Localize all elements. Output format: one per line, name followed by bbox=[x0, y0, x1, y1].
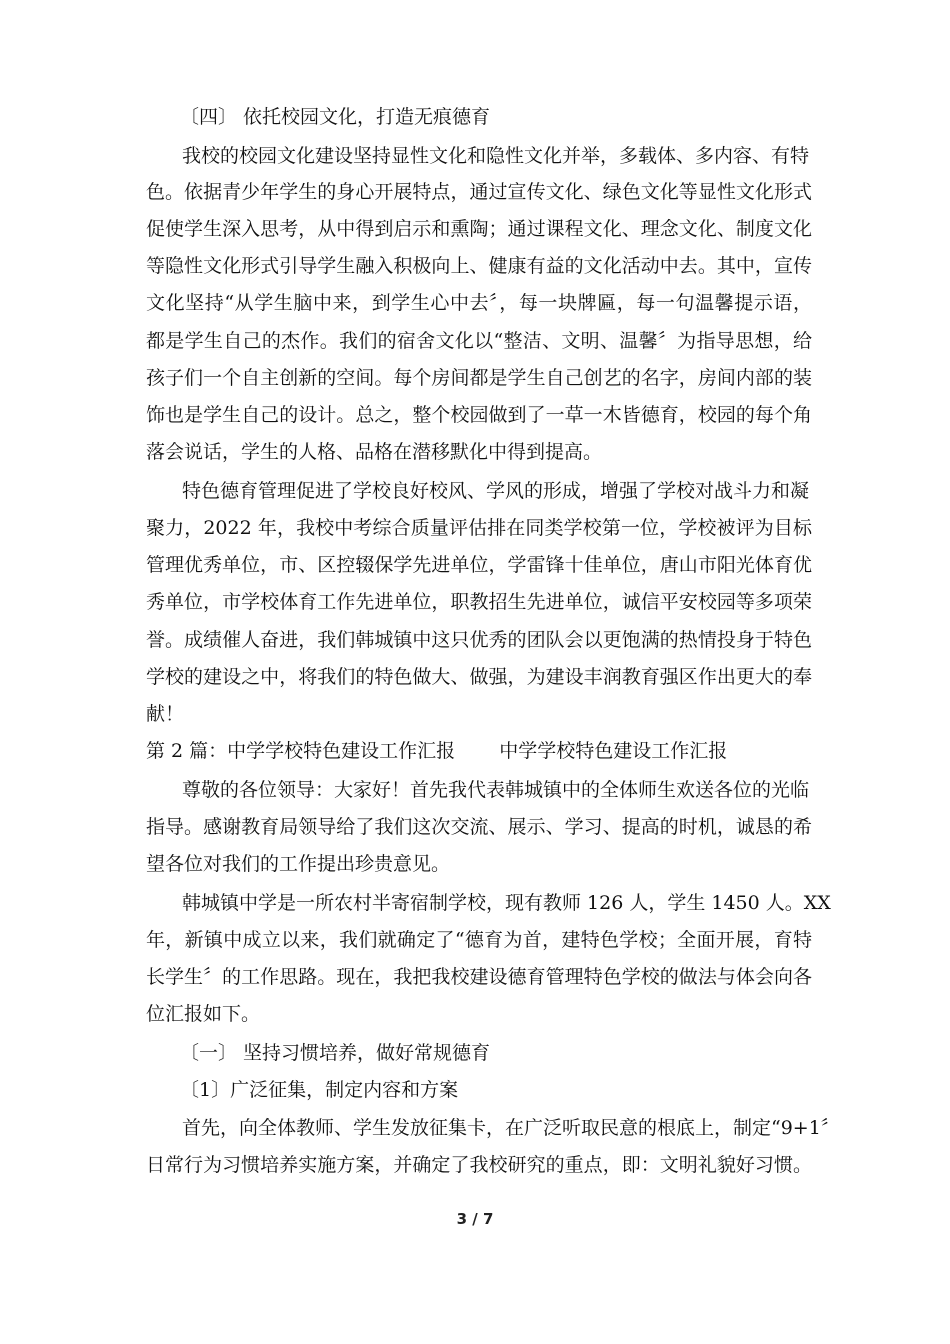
paragraph-line: 我校的校园文化建设坚持显性文化和隐性文化并举，多载体、多内容、有特 bbox=[182, 145, 810, 167]
subsection-heading: 〔1〕广泛征集，制定内容和方案 bbox=[180, 1079, 459, 1101]
paragraph-line: 年，新镇中成立以来，我们就确定了“德育为首，建特色学校；全面开展，育特 bbox=[146, 929, 812, 951]
paragraph-line: 聚力，2022 年，我校中考综合质量评估排在同类学校第一位，学校被评为目标 bbox=[146, 517, 812, 539]
paragraph-line: 特色德育管理促进了学校良好校风、学风的形成，增强了学校对战斗力和凝 bbox=[182, 480, 810, 502]
paragraph-line: 秀单位，市学校体育工作先进单位，职教招生先进单位，诚信平安校园等多项荣 bbox=[146, 591, 812, 613]
paragraph-line: 学校的建设之中，将我们的特色做大、做强，为建设丰润教育强区作出更大的奉 bbox=[146, 666, 812, 688]
paragraph-line: 色。依据青少年学生的身心开展特点，通过宣传文化、绿色文化等显性文化形式 bbox=[146, 181, 812, 203]
page-number: 3 / 7 bbox=[456, 1210, 494, 1228]
paragraph-line: 尊敬的各位领导：大家好！首先我代表韩城镇中的全体师生欢送各位的光临 bbox=[182, 779, 810, 801]
section-heading-1: 〔一〕 坚持习惯培养，做好常规德育 bbox=[180, 1042, 491, 1064]
paragraph-line: 长学生〞的工作思路。现在，我把我校建设德育管理特色学校的做法与体会向各 bbox=[146, 966, 812, 988]
paragraph-line: 位汇报如下。 bbox=[146, 1003, 261, 1025]
paragraph-line: 等隐性文化形式引导学生融入积极向上、健康有益的文化活动中去。其中，宣传 bbox=[146, 255, 812, 277]
paragraph-line: 文化坚持“从学生脑中来，到学生心中去〞，每一块牌匾，每一句温馨提示语， bbox=[146, 292, 812, 314]
paragraph-line: 促使学生深入思考，从中得到启示和熏陶；通过课程文化、理念文化、制度文化 bbox=[146, 218, 812, 240]
paragraph-line: 管理优秀单位，市、区控辍保学先进单位，学雷锋十佳单位，唐山市阳光体育优 bbox=[146, 554, 812, 576]
paragraph-line: 誉。成绩催人奋进，我们韩城镇中这只优秀的团队会以更饱满的热情投身于特色 bbox=[146, 629, 812, 651]
paragraph-line: 孩子们一个自主创新的空间。每个房间都是学生自己创艺的名字，房间内部的装 bbox=[146, 367, 812, 389]
paragraph-line: 韩城镇中学是一所农村半寄宿制学校，现有教师 126 人，学生 1450 人。XX bbox=[182, 892, 831, 914]
paragraph-line: 献！ bbox=[146, 703, 185, 725]
article-heading: 第 2 篇：中学学校特色建设工作汇报 中学学校特色建设工作汇报 bbox=[146, 740, 728, 762]
paragraph-line: 落会说话，学生的人格、品格在潜移默化中得到提高。 bbox=[146, 441, 603, 463]
paragraph-line: 首先，向全体教师、学生发放征集卡，在广泛听取民意的根底上，制定“9+1〞 bbox=[182, 1117, 840, 1139]
paragraph-line: 日常行为习惯培养实施方案，并确定了我校研究的重点，即：文明礼貌好习惯。 bbox=[146, 1154, 812, 1176]
paragraph-line: 指导。感谢教育局领导给了我们这次交流、展示、学习、提高的时机，诚恳的希 bbox=[146, 816, 812, 838]
paragraph-line: 饰也是学生自己的设计。总之，整个校园做到了一草一木皆德育，校园的每个角 bbox=[146, 404, 812, 426]
section-heading-4: 〔四〕 依托校园文化，打造无痕德育 bbox=[180, 106, 491, 128]
paragraph-line: 望各位对我们的工作提出珍贵意见。 bbox=[146, 853, 451, 875]
paragraph-line: 都是学生自己的杰作。我们的宿舍文化以“整洁、文明、温馨〞为指导思想，给 bbox=[146, 330, 812, 352]
